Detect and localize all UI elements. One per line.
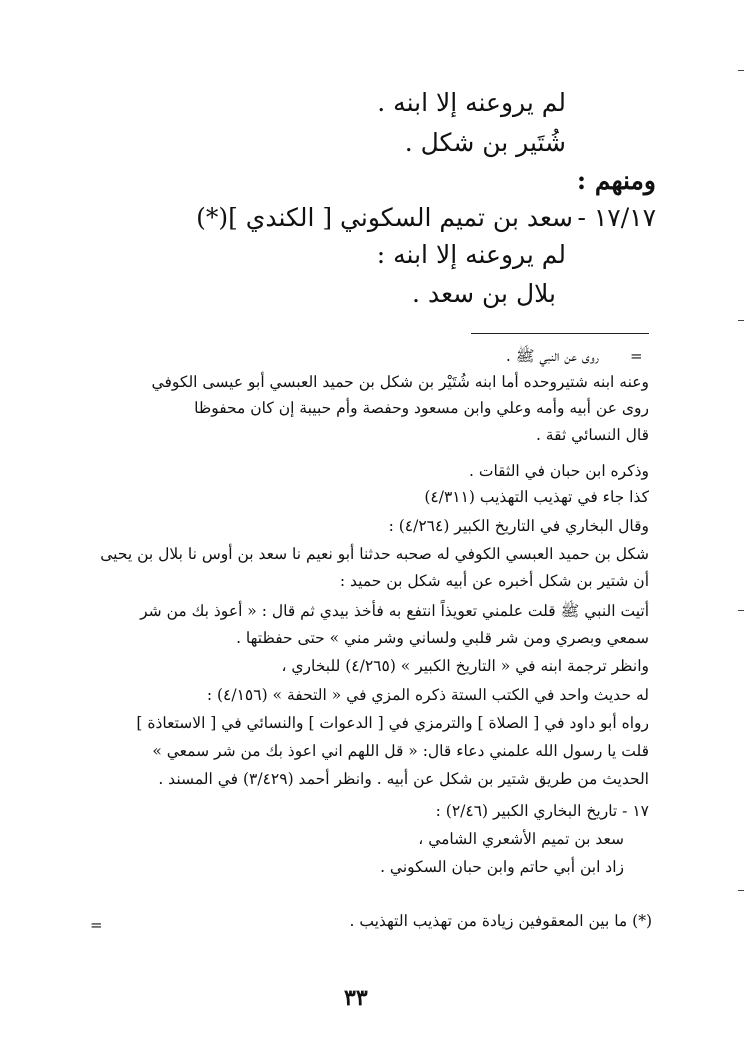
note-line-7: وقال البخاري في التاريخ الكبير (٤/٢٦٤) :	[388, 517, 649, 535]
main-line-2: شُتَير بن شكل .	[404, 128, 566, 157]
note-line-10: أتيت النبي ﷺ قلت علمني تعويذاً انتفع به فأخذ بيدي ثم قال : « أعوذ بك من شر	[140, 602, 649, 620]
note-line-8: شكل بن حميد العبسي الكوفي له صحبه حدثنا أبو نعيم نا سعد بن أوس نا بلال بن يحيى	[100, 545, 649, 563]
note-line-5: وذكره ابن حبان في الثقات .	[469, 462, 649, 480]
footnote-star: (*) ما بين المعقوفين زيادة من تهذيب التهذيب .	[349, 912, 652, 930]
edge-mark	[738, 70, 744, 71]
note-line-15: قلت يا رسول الله علمني دعاء قال: « قل اللهم اني اعوذ بك من شر سمعي »	[152, 742, 649, 760]
main-line-1: لم يروعنه إلا ابنه .	[377, 88, 566, 117]
note-line-3: روى عن أبيه وأمه وعلي وابن مسعود وحفصة وأم حبيبة إن كان محفوظا	[194, 399, 649, 417]
edge-mark	[738, 890, 744, 891]
note-line-4: قال النسائي ثقة .	[535, 426, 649, 444]
main-heading: ومنهم :	[576, 166, 656, 195]
main-line-3: لم يروعنه إلا ابنه :	[376, 240, 566, 269]
main-text	[96, 0, 656, 330]
note-line-19: زاد ابن أبي حاتم وابن حبان السكوني .	[380, 858, 624, 876]
note-line-2: وعنه ابنه شتيروحده أما ابنه شُتَيْر بن شكل بن حميد العبسي أبو عيسى الكوفي	[151, 373, 649, 391]
main-line-4: بلال بن سعد .	[412, 279, 556, 308]
note-line-1: روى عن النبي ﷺ .	[505, 347, 599, 365]
continuation-mark-bottom: =	[90, 916, 103, 934]
page-number: ٣٣	[344, 985, 368, 1011]
edge-mark	[738, 610, 744, 611]
note-line-13: له حديث واحد في الكتب الستة ذكره المزي في « التحفة » (٤/١٥٦) :	[206, 686, 649, 704]
footnote-separator	[471, 333, 649, 334]
entry-number: ١٧/١٧ -	[577, 203, 656, 232]
note-line-6: كذا جاء في تهذيب التهذيب (٤/٣١١)	[424, 488, 649, 506]
note-line-14: رواه أبو داود في [ الصلاة ] والترمزي في [ الدعوات ] والنسائي في [ الاستعاذة ]	[136, 714, 649, 732]
edge-mark	[738, 320, 744, 321]
note-line-9: أن شتير بن شكل أخبره عن أبيه شكل بن حميد :	[339, 572, 649, 590]
note-line-18: سعد بن تميم الأشعري الشامي ،	[418, 830, 624, 848]
note-line-11: سمعي وبصري ومن شر قلبي ولساني وشر مني » حتى حفظتها .	[236, 629, 649, 647]
note-line-17: ١٧ - تاريخ البخاري الكبير (٢/٤٦) :	[435, 802, 649, 820]
entry-title: سعد بن تميم السكوني [ الكندي ](*)	[196, 203, 573, 232]
note-line-12: وانظر ترجمة ابنه في « التاريخ الكبير » (٤/٢٦٥) للبخاري ،	[281, 657, 649, 675]
continuation-mark-top: =	[630, 347, 643, 365]
note-line-16: الحديث من طريق شتير بن شكل عن أبيه . وانظر أحمد (٣/٤٢٩) في المسند .	[158, 770, 649, 788]
